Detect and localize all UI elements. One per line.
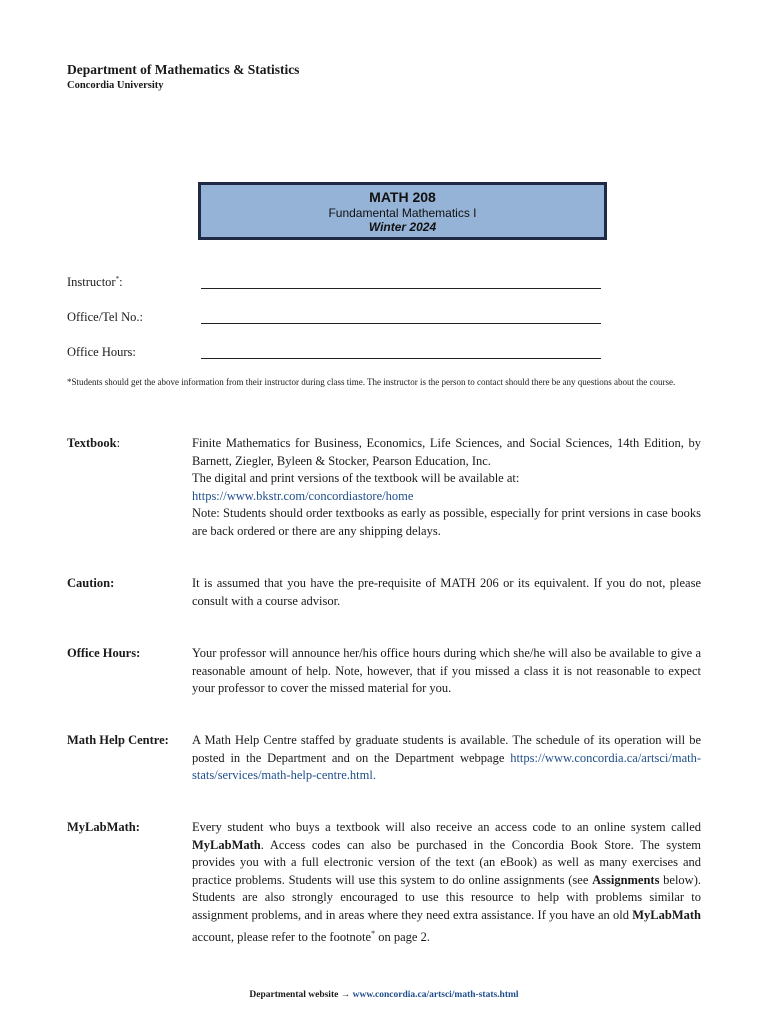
textbook-note: Note: Students should order textbooks as early as possible, especially for print versions in case books are back ordered or there are any shipping delays. <box>192 506 701 538</box>
office-hours-text: Your professor will announce her/his office hours during which she/he will also be available to give a reasonable amount of help. Note, however, that if you missed a class it is not reasonable to expect your professor to cover the missed material for you. <box>192 646 701 696</box>
mylabmath-name-2: MyLabMath <box>632 907 701 922</box>
course-term: Winter 2024 <box>368 220 437 234</box>
university-name: Concordia University <box>67 80 164 91</box>
help-centre-section <box>192 732 701 785</box>
office-hours-label: Office Hours: <box>67 646 141 660</box>
department-name: Department of Mathematics & Statistics <box>67 62 300 77</box>
mylabmath-text-5: on page 2. <box>375 929 430 944</box>
mylabmath-text-2: . Access codes can also be purchased in the Concordia Book Store. The system provides you with a full electronic version of the text (an eBook) as well as many exercises and practice problems. Students will use this system to do online assignments (see <box>192 837 701 887</box>
office-tel-label: Office/Tel No.: <box>67 310 143 324</box>
instructor-label <box>67 275 123 290</box>
help-centre-label: Math Help Centre: <box>67 733 169 747</box>
textbook-label-colon: : <box>116 436 121 450</box>
instructor-blank-line <box>201 288 601 289</box>
page-footer <box>0 990 768 1000</box>
mylabmath-label: MyLabMath: <box>67 820 140 834</box>
instructor-footnote: *Students should get the above information from their instructor during class time. The instructor is the person to contact should there be any questions about the course. <box>67 377 676 387</box>
office-hours-blank-line <box>201 358 601 359</box>
office-hours-field-label: Office Hours: <box>67 345 136 359</box>
mylabmath-text-4: account, please refer to the footnote <box>192 929 372 944</box>
textbook-citation: Finite Mathematics for Business, Economics, Life Sciences, and Social Sciences, 14th Edition, by Barnett, Ziegler, Byleen & Stocker, Pearson Education, Inc. <box>192 436 701 468</box>
mylabmath-section <box>192 819 701 946</box>
caution-text: It is assumed that you have the pre-requisite of MATH 206 or its equivalent. If you do not, please consult with a course advisor. <box>192 576 701 608</box>
help-centre-text: A Math Help Centre staffed by graduate students is available. The schedule of its operation will be posted in the Department and on the Department webpage <box>192 733 701 765</box>
course-code: MATH 208 <box>369 189 436 205</box>
mylabmath-name-1: MyLabMath <box>192 837 261 852</box>
instructor-label-text: Instructor <box>67 275 116 290</box>
assignments-reference: Assignments <box>592 872 660 887</box>
help-centre-link-period: . <box>372 768 376 783</box>
instructor-footnote-mark: * <box>115 275 120 283</box>
textbook-label <box>67 436 120 451</box>
course-title: Fundamental Mathematics I <box>328 206 477 220</box>
mylabmath-text-3: below). Students are also strongly encouraged to use this resource to help with problems similar to assignment problems, and in areas where they need extra assistance. If you have an old <box>192 872 701 922</box>
office-tel-blank-line <box>201 323 601 324</box>
bookstore-link[interactable]: https://www.bkstr.com/concordiastore/home <box>192 488 414 503</box>
course-title-box <box>198 182 607 240</box>
footer-arrow: → <box>340 990 351 1000</box>
textbook-availability: The digital and print versions of the textbook will be available at: <box>192 471 520 486</box>
caution-label: Caution: <box>67 576 115 590</box>
textbook-section <box>192 435 701 541</box>
mylabmath-footnote-mark: * <box>371 928 376 938</box>
textbook-label-text: Textbook <box>67 436 117 450</box>
footer-label: Departmental website <box>249 990 339 1000</box>
help-centre-link[interactable]: https://www.concordia.ca/artsci/math-stats/services/math-help-centre.html <box>192 750 701 783</box>
department-website-link[interactable]: www.concordia.ca/artsci/math-stats.html <box>352 990 519 1000</box>
instructor-label-colon: : <box>119 275 123 290</box>
mylabmath-text-1: Every student who buys a textbook will also receive an access code to an online system called <box>192 820 701 834</box>
